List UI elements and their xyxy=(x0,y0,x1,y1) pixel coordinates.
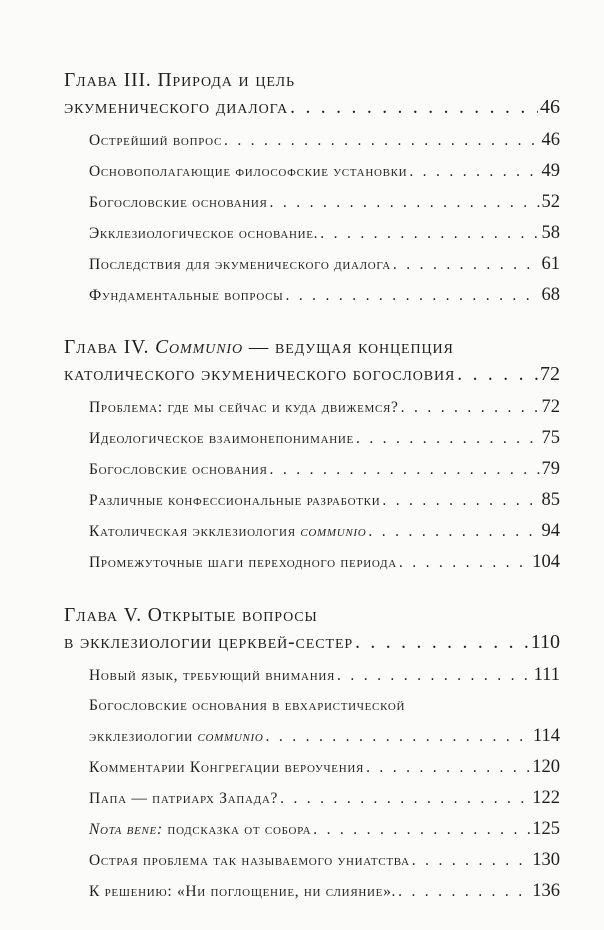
entry-title xyxy=(89,815,311,845)
toc-entry[interactable] xyxy=(89,187,560,218)
entry-lead-line: Богословские основания в евхаристической xyxy=(89,697,406,714)
page-number: 111 xyxy=(533,665,560,685)
dot-leader xyxy=(398,877,530,907)
page-number: 72 xyxy=(540,363,560,385)
page-number: 52 xyxy=(541,192,560,212)
page-number: 46 xyxy=(541,130,560,150)
page-number: 68 xyxy=(541,285,560,305)
chapter-title[interactable] xyxy=(64,334,560,388)
dot-leader xyxy=(266,722,531,752)
toc-entry[interactable] xyxy=(89,218,560,249)
dot-leader xyxy=(412,846,530,876)
toc-entry[interactable] xyxy=(89,423,560,454)
toc-entry[interactable] xyxy=(89,752,560,783)
entry-row xyxy=(89,547,560,578)
dot-leader xyxy=(280,784,530,814)
page-number: 104 xyxy=(532,552,560,572)
entry-title xyxy=(89,486,380,516)
page-number: 125 xyxy=(532,819,560,839)
entry-row xyxy=(89,516,560,547)
chapter-block xyxy=(64,67,560,311)
toc-entry[interactable] xyxy=(89,156,560,187)
entry-row xyxy=(89,814,560,845)
chapter-title-line: Глава V. Открытые вопросы xyxy=(64,605,318,626)
dot-leader xyxy=(409,157,539,187)
chapter-title[interactable] xyxy=(64,602,560,656)
dot-leader xyxy=(356,424,540,454)
entry-title-part: Проблема: где мы сейчас и куда движемся? xyxy=(89,399,399,416)
toc-entry[interactable] xyxy=(89,876,560,907)
dot-leader xyxy=(290,94,538,121)
dot-leader xyxy=(337,661,532,691)
entry-row xyxy=(89,218,560,249)
entry-title-part: К решению: «Ни поглощение, ни слияние». xyxy=(89,883,397,900)
entry-title-part: Последствия для экуменического диалога xyxy=(89,256,391,273)
chapter-title-row xyxy=(64,94,560,121)
entry-row xyxy=(89,125,560,156)
toc-entry[interactable] xyxy=(89,660,560,691)
entry-row xyxy=(89,721,560,752)
entry-title xyxy=(89,548,397,578)
entry-title xyxy=(89,393,399,423)
entry-title xyxy=(89,281,283,311)
chapter-title-row xyxy=(64,361,560,388)
page-number: 46 xyxy=(540,96,560,118)
dot-leader xyxy=(270,188,540,218)
dot-leader xyxy=(457,361,538,388)
entry-title-italic: communio xyxy=(300,523,367,540)
toc-entry[interactable] xyxy=(89,485,560,516)
entry-title-part: Идеологическое взаимонепонимание xyxy=(89,430,354,447)
entry-row xyxy=(89,485,560,516)
entry-title xyxy=(89,846,410,876)
dot-leader xyxy=(270,455,540,485)
chapter-title-italic: Communio xyxy=(155,337,244,358)
toc-entry[interactable] xyxy=(89,845,560,876)
entry-title-italic: Nota bene: xyxy=(89,821,163,838)
toc-entry[interactable] xyxy=(89,547,560,578)
page-number: 72 xyxy=(541,397,560,417)
dot-leader xyxy=(382,486,539,516)
dot-leader xyxy=(355,629,529,656)
page-number: 94 xyxy=(541,521,560,541)
entry-row xyxy=(89,156,560,187)
dot-leader xyxy=(401,393,540,423)
entry-title-part: Острая проблема так называемого униатства xyxy=(89,852,410,869)
entry-row xyxy=(89,783,560,814)
entry-title xyxy=(89,877,396,907)
entry-title-part: Экклезиологическое основание. xyxy=(89,225,319,242)
toc-entry[interactable] xyxy=(89,783,560,814)
dot-leader xyxy=(368,517,539,547)
entry-title-part: Католическая экклезиология xyxy=(89,523,301,540)
entry-title-part: Фундаментальные вопросы xyxy=(89,287,284,304)
toc-entry[interactable] xyxy=(89,249,560,280)
page-number: 130 xyxy=(532,850,560,870)
entry-title xyxy=(89,188,268,218)
chapter-title-line: в экклезиологии церквей-сестер xyxy=(64,632,354,653)
toc-entry[interactable] xyxy=(89,125,560,156)
chapter-block xyxy=(64,602,560,907)
dot-leader xyxy=(366,753,530,783)
chapter-title-line: Глава III. Природа и цель xyxy=(64,70,295,91)
entry-row xyxy=(89,876,560,907)
entry-row xyxy=(89,660,560,691)
entry-row xyxy=(89,280,560,311)
entry-title-part: экклезиологии xyxy=(89,728,198,745)
entry-title-part: Комментарии Конгрегации вероучения xyxy=(89,759,365,776)
entry-title-part: Промежуточные шаги переходного периода xyxy=(89,554,397,571)
entry-row xyxy=(89,249,560,280)
page-number: 58 xyxy=(541,223,560,243)
section-list xyxy=(89,660,560,907)
toc-entry[interactable] xyxy=(89,516,560,547)
page-number: 114 xyxy=(532,726,560,746)
page-number: 85 xyxy=(541,490,560,510)
entry-row xyxy=(89,187,560,218)
dot-leader xyxy=(320,219,539,249)
entry-title xyxy=(89,517,366,547)
entry-title-part: Основополагающие философские установки xyxy=(89,163,408,180)
dot-leader xyxy=(393,250,540,280)
entry-row xyxy=(89,392,560,423)
section-list xyxy=(89,392,560,578)
dot-leader xyxy=(224,126,540,156)
entry-title-italic: communio xyxy=(197,728,264,745)
table-of-contents xyxy=(64,67,560,930)
dot-leader xyxy=(399,548,530,578)
entry-title-part: подсказка от собора xyxy=(162,821,312,838)
section-list xyxy=(89,125,560,311)
entry-title xyxy=(89,424,354,454)
entry-row xyxy=(89,752,560,783)
entry-title-part: Богословские основания xyxy=(89,194,268,211)
entry-title xyxy=(89,753,364,783)
entry-title xyxy=(89,784,278,814)
dot-leader xyxy=(285,281,539,311)
page-number: 49 xyxy=(541,161,560,181)
toc-entry[interactable] xyxy=(89,691,560,752)
chapter-title-line: экуменического диалога xyxy=(64,97,289,118)
entry-row xyxy=(89,845,560,876)
page-number: 136 xyxy=(532,881,560,901)
entry-title xyxy=(89,661,335,691)
page-number: 61 xyxy=(541,254,560,274)
entry-title-part: Острейший вопрос xyxy=(89,132,222,149)
entry-title xyxy=(89,219,318,249)
chapter-block xyxy=(64,334,560,578)
entry-title xyxy=(89,126,222,156)
toc-entry[interactable] xyxy=(89,280,560,311)
dot-leader xyxy=(313,815,530,845)
chapter-title-line: католического экуменического богословия xyxy=(64,364,456,385)
page-number: 79 xyxy=(541,459,560,479)
entry-title-part: Папа — патриарх Запада? xyxy=(89,790,279,807)
chapter-title-line: Глава IV. Communio — ведущая концепция xyxy=(64,337,454,358)
chapter-title[interactable] xyxy=(64,67,560,121)
chapter-title-row xyxy=(64,629,560,656)
page-number: 120 xyxy=(532,757,560,777)
entry-title xyxy=(89,157,407,187)
entry-title-part: Богословские основания xyxy=(89,461,268,478)
entry-title-part: Новый язык, требующий внимания xyxy=(89,667,336,684)
toc-entry[interactable] xyxy=(89,814,560,845)
page-number: 75 xyxy=(541,428,560,448)
entry-row xyxy=(89,423,560,454)
toc-entry[interactable] xyxy=(89,392,560,423)
entry-title xyxy=(89,250,391,280)
entry-row xyxy=(89,454,560,485)
entry-title-part: Различные конфессиональные разработки xyxy=(89,492,381,509)
entry-title xyxy=(89,455,268,485)
entry-title xyxy=(89,722,264,752)
page-number: 122 xyxy=(532,788,560,808)
page-number: 110 xyxy=(530,631,560,653)
toc-entry[interactable] xyxy=(89,454,560,485)
